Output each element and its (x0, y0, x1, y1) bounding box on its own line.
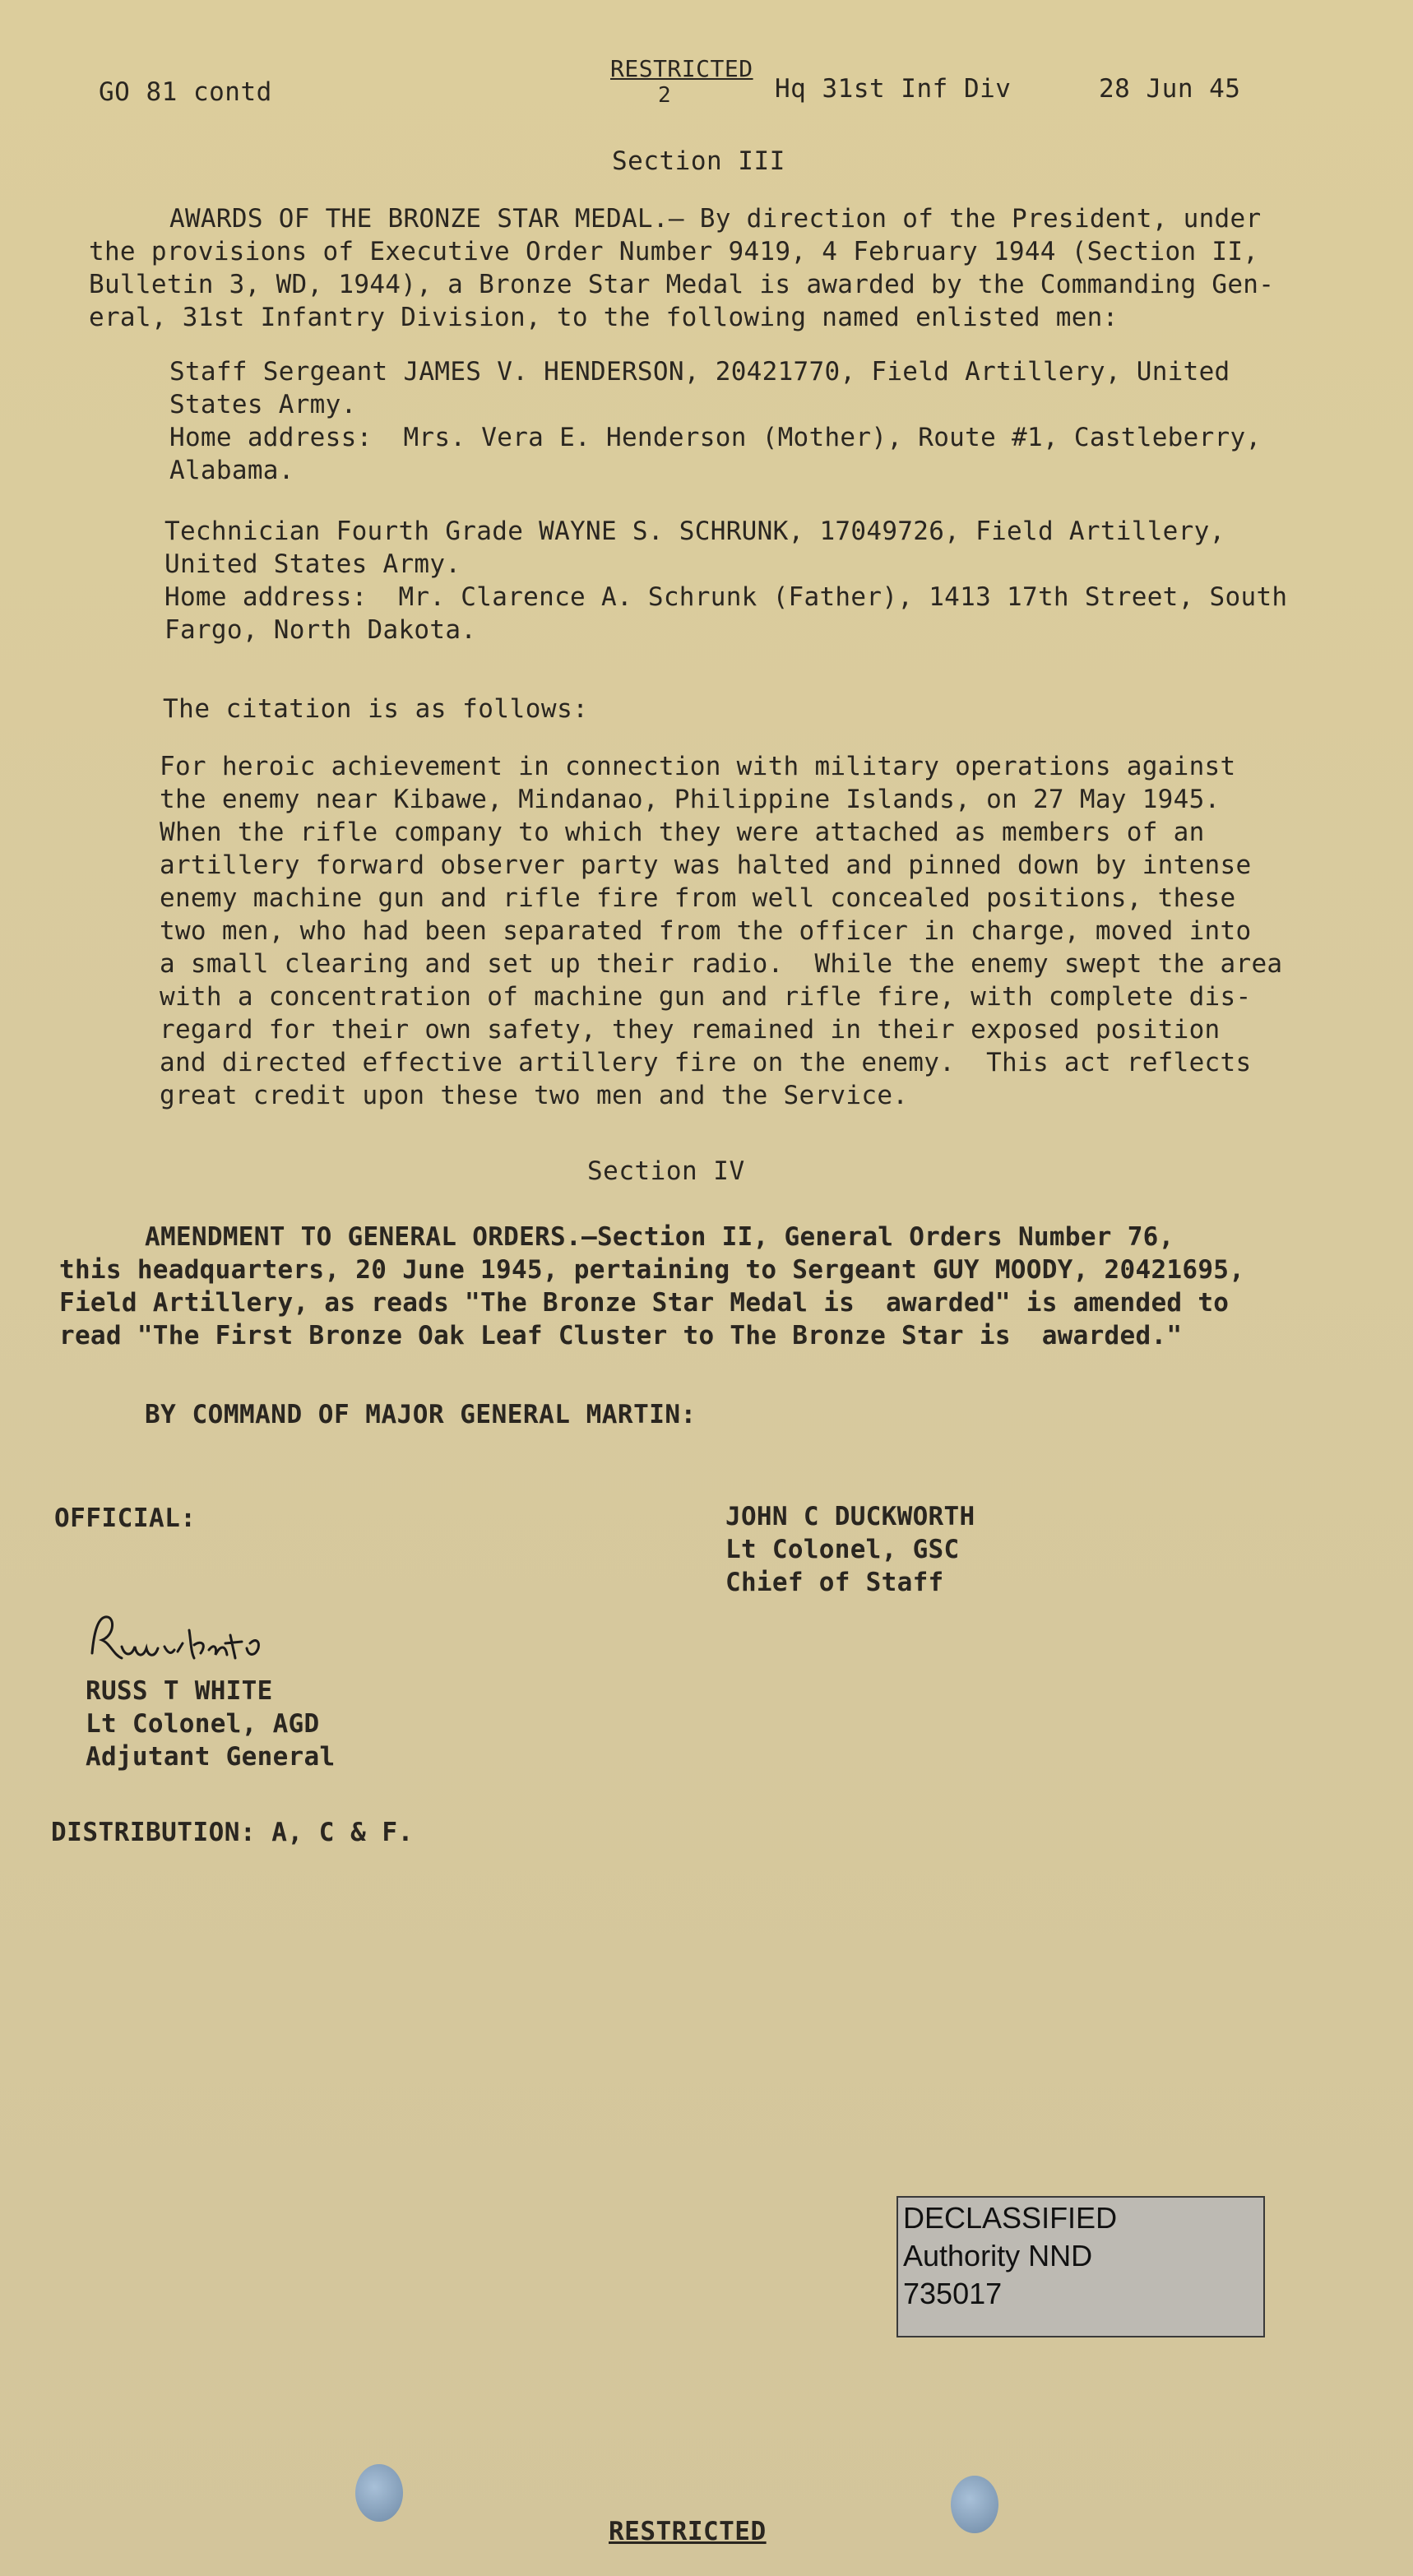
section-iii-heading: Section III (612, 146, 785, 176)
punch-hole-right (951, 2476, 998, 2533)
adjutant-title: Adjutant General (86, 1742, 336, 1772)
intro-line: the provisions of Executive Order Number 9419, 4 February 1944 (Section II, (89, 237, 1259, 266)
intro-line: Bulletin 3, WD, 1944), a Bronze Star Medal is awarded by the Commanding Gen- (89, 270, 1275, 299)
intro-line: eral, 31st Infantry Division, to the following named enlisted men: (89, 303, 1119, 332)
stamp-line-1: DECLASSIFIED (903, 2201, 1118, 2235)
recipient-line: Fargo, North Dakota. (164, 615, 477, 645)
amendment-line: read "The First Bronze Oak Leaf Cluster to The Bronze Star is awarded." (59, 1321, 1183, 1351)
chief-rank: Lt Colonel, GSC (725, 1535, 960, 1564)
recipient-line: Staff Sergeant JAMES V. HENDERSON, 20421770, Field Artillery, United (169, 357, 1230, 387)
declassified-stamp (896, 2196, 1265, 2337)
recipient-line: United States Army. (164, 549, 461, 579)
recipient-henderson (169, 355, 1261, 487)
amendment-line: AMENDMENT TO GENERAL ORDERS.—Section II, General Orders Number 76, (145, 1222, 1174, 1252)
citation-line: great credit upon these two men and the Service. (160, 1081, 909, 1110)
header-page-number: 2 (658, 83, 672, 108)
citation-line: For heroic achievement in connection with military operations against (160, 752, 1236, 781)
header-order-ref: GO 81 contd (99, 77, 272, 107)
official-label: OFFICIAL: (54, 1503, 197, 1533)
header-unit: Hq 31st Inf Div (775, 74, 1012, 104)
recipient-line: Home address: Mr. Clarence A. Schrunk (Father), 1413 17th Street, South (164, 582, 1288, 612)
citation-line: the enemy near Kibawe, Mindanao, Philippine Islands, on 27 May 1945. (160, 785, 1221, 814)
citation-line: enemy machine gun and rifle fire from well concealed positions, these (160, 883, 1236, 913)
citation-line: regard for their own safety, they remained in their exposed position (160, 1015, 1221, 1045)
command-line: BY COMMAND OF MAJOR GENERAL MARTIN: (145, 1400, 697, 1429)
citation-text (160, 750, 1282, 1112)
section-iv-heading: Section IV (587, 1156, 745, 1186)
punch-hole-left (355, 2464, 403, 2522)
distribution-line: DISTRIBUTION: A, C & F. (51, 1818, 414, 1847)
citation-intro: The citation is as follows: (163, 694, 589, 724)
header-classification: RESTRICTED (610, 55, 753, 82)
citation-line: with a concentration of machine gun and rifle fire, with complete dis- (160, 982, 1252, 1012)
recipient-schrunk (164, 515, 1287, 646)
citation-line: artillery forward observer party was halted and pinned down by intense (160, 850, 1252, 880)
citation-line: When the rifle company to which they were attached as members of an (160, 818, 1205, 847)
chief-title: Chief of Staff (725, 1568, 944, 1597)
adjutant-name: RUSS T WHITE (86, 1676, 273, 1706)
recipient-line: Alabama. (169, 456, 294, 485)
amendment-line: Field Artillery, as reads "The Bronze Star Medal is awarded" is amended to (59, 1288, 1230, 1318)
citation-line: and directed effective artillery fire on the enemy. This act reflects (160, 1048, 1252, 1077)
section-iv-text (59, 1221, 1244, 1352)
citation-line: a small clearing and set up their radio. While the enemy swept the area (160, 949, 1283, 979)
citation-line: two men, who had been separated from the officer in charge, moved into (160, 916, 1252, 946)
amendment-line: this headquarters, 20 June 1945, pertaining to Sergeant GUY MOODY, 20421695, (59, 1255, 1245, 1285)
header-date: 28 Jun 45 (1099, 74, 1241, 104)
intro-line: AWARDS OF THE BRONZE STAR MEDAL.— By direction of the President, under (169, 204, 1262, 234)
chief-of-staff-block (725, 1500, 975, 1599)
chief-name: JOHN C DUCKWORTH (725, 1502, 975, 1531)
footer-classification: RESTRICTED (609, 2517, 767, 2546)
section-iii-intro (89, 202, 1274, 334)
stamp-line-3: 735017 (903, 2277, 1003, 2310)
recipient-line: Technician Fourth Grade WAYNE S. SCHRUNK, 17049726, Field Artillery, (164, 517, 1225, 546)
stamp-line-2: Authority NND (903, 2239, 1093, 2273)
recipient-line: States Army. (169, 390, 357, 419)
recipient-line: Home address: Mrs. Vera E. Henderson (Mother), Route #1, Castleberry, (169, 423, 1262, 452)
adjutant-rank: Lt Colonel, AGD (86, 1709, 320, 1739)
adjutant-block (86, 1675, 335, 1773)
handwritten-signature (86, 1610, 357, 1676)
